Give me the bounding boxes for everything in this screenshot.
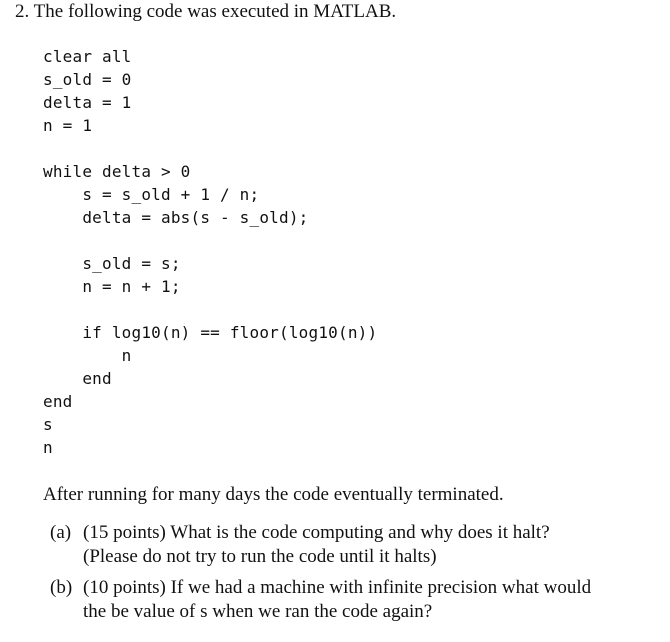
code-line: n xyxy=(43,346,132,365)
code-block xyxy=(43,46,378,457)
paragraph: After running for many days the code eventually terminated. xyxy=(43,484,504,505)
part-b-text xyxy=(83,576,591,624)
part-b-line: (10 points) If we had a machine with infinite precision what would xyxy=(83,577,592,598)
code-line: while delta > 0 xyxy=(43,162,191,181)
part-a-label: (a) xyxy=(50,522,72,543)
code-line: end xyxy=(43,392,73,411)
part-a-line: (Please do not try to run the code until it halts) xyxy=(83,546,437,567)
part-b-line: the be value of s when we ran the code again? xyxy=(83,601,433,622)
question-heading xyxy=(15,0,396,24)
part-a xyxy=(50,521,650,569)
part-a-line: (15 points) What is the code computing and why does it halt? xyxy=(83,522,550,543)
code-line: s xyxy=(43,415,53,434)
code-line: if log10(n) == floor(log10(n)) xyxy=(43,323,378,342)
code-line: n xyxy=(43,438,53,457)
question-text: The following code was executed in MATLAB. xyxy=(33,1,397,22)
code-line: delta = 1 xyxy=(43,93,132,112)
part-b-label: (b) xyxy=(50,577,73,598)
code-line: s_old = 0 xyxy=(43,70,132,89)
part-a-text xyxy=(83,521,550,569)
code-line: end xyxy=(43,369,112,388)
part-b xyxy=(50,576,650,624)
code-line: n = n + 1; xyxy=(43,277,181,296)
question-number: 2. xyxy=(15,1,30,22)
code-line: clear all xyxy=(43,47,132,66)
code-line: n = 1 xyxy=(43,116,93,135)
code-line: delta = abs(s - s_old); xyxy=(43,208,309,227)
code-line: s = s_old + 1 / n; xyxy=(43,185,260,204)
code-line: s_old = s; xyxy=(43,254,181,273)
